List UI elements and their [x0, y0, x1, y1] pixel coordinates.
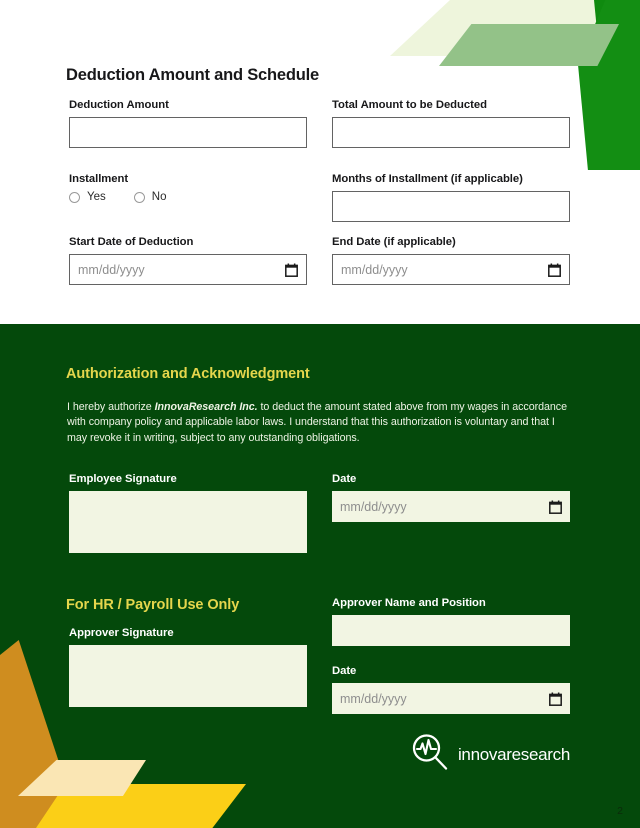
decorative-shape-green-wedge — [594, 0, 640, 168]
field-group-total-amount — [332, 99, 570, 148]
field-group-deduction-amount — [69, 99, 307, 148]
magnifier-pulse-icon — [409, 733, 449, 776]
approver-date-input[interactable] — [332, 683, 570, 714]
start-date-label: Start Date of Deduction — [69, 236, 194, 248]
end-date-label: End Date (if applicable) — [332, 236, 456, 248]
months-installment-label: Months of Installment (if applicable) — [332, 173, 523, 185]
employee-signature-label: Employee Signature — [69, 473, 177, 485]
field-group-end-date — [332, 236, 570, 285]
employee-signature-input[interactable] — [69, 491, 307, 553]
calendar-icon[interactable] — [549, 500, 562, 514]
authorization-body-part1: I hereby authorize — [67, 401, 155, 413]
installment-radio-group — [69, 191, 307, 203]
approver-date-label: Date — [332, 665, 357, 677]
field-group-approver-name — [332, 597, 570, 646]
total-amount-input[interactable] — [332, 117, 570, 148]
employee-date-label: Date — [332, 473, 357, 485]
authorization-section — [0, 324, 640, 828]
field-group-approver-date — [332, 665, 570, 714]
approver-signature-input[interactable] — [69, 645, 307, 707]
approver-date-placeholder: mm/dd/yyyy — [340, 691, 407, 706]
authorization-body-part2: to deduct the amount stated above from my wages in accordance with company policy and applicable labor laws. I understand that this authorization is voluntary and that I may revoke it in writing, subject to any outstanding obligations. — [67, 401, 567, 444]
calendar-icon[interactable] — [549, 692, 562, 706]
radio-circle-icon — [69, 192, 80, 203]
end-date-input[interactable] — [332, 254, 570, 285]
field-group-months-installment — [332, 173, 570, 222]
authorization-title: Authorization and Acknowledgment — [66, 366, 310, 382]
calendar-icon[interactable] — [285, 263, 298, 277]
end-date-placeholder: mm/dd/yyyy — [341, 262, 408, 277]
approver-name-input[interactable] — [332, 615, 570, 646]
start-date-placeholder: mm/dd/yyyy — [78, 262, 145, 277]
decorative-shape-green-arrow — [578, 0, 640, 170]
field-group-installment — [69, 173, 307, 203]
deduction-amount-input[interactable] — [69, 117, 307, 148]
months-installment-input[interactable] — [332, 191, 570, 222]
authorization-body — [67, 400, 567, 446]
installment-label: Installment — [69, 173, 129, 185]
page-number: 2 — [617, 805, 623, 817]
decorative-shape-pale-green — [390, 0, 640, 56]
page-title: Deduction Amount and Schedule — [66, 66, 320, 84]
total-amount-label: Total Amount to be Deducted — [332, 99, 487, 111]
employee-date-placeholder: mm/dd/yyyy — [340, 499, 407, 514]
calendar-icon[interactable] — [548, 263, 561, 277]
decorative-shape-mid-green — [439, 24, 619, 66]
company-name: InnovaResearch Inc. — [154, 401, 258, 413]
installment-option-yes-label: Yes — [87, 191, 106, 203]
brand-logo — [409, 733, 570, 776]
brand-name: innovaresearch — [457, 744, 570, 764]
installment-option-no-label: No — [151, 191, 167, 203]
installment-option-no[interactable] — [134, 191, 167, 203]
field-group-start-date — [69, 236, 307, 285]
employee-date-input[interactable] — [332, 491, 570, 522]
hr-section-title: For HR / Payroll Use Only — [66, 597, 240, 613]
approver-signature-label: Approver Signature — [69, 627, 174, 639]
radio-circle-icon — [134, 192, 145, 203]
approver-name-label: Approver Name and Position — [332, 597, 486, 609]
deduction-amount-label: Deduction Amount — [69, 99, 169, 111]
deduction-section — [0, 0, 640, 324]
field-group-employee-signature — [69, 473, 307, 558]
installment-option-yes[interactable] — [69, 191, 106, 203]
start-date-input[interactable] — [69, 254, 307, 285]
field-group-employee-date — [332, 473, 570, 522]
field-group-approver-signature — [69, 627, 307, 712]
